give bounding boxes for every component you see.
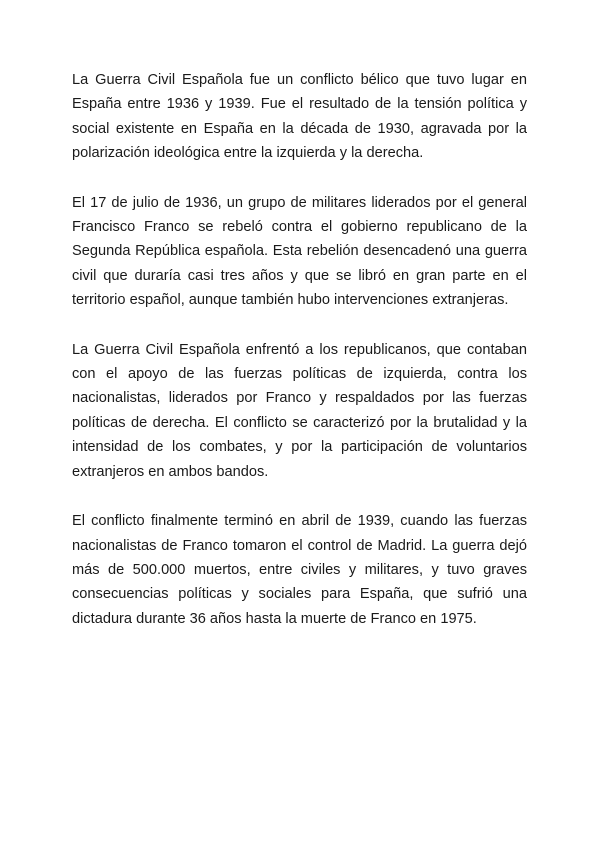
paragraph-1: La Guerra Civil Española fue un conflicto bélico que tuvo lugar en España entre 1936 y 1939. Fue el resultado de la tensión política y social existente en España en la década de 1930, agravada por la polarización ideológica entre la izquierda y la derecha. xyxy=(72,72,527,162)
paragraph-3: La Guerra Civil Española enfrentó a los republicanos, que contaban con el apoyo de las fuerzas políticas de izquierda, contra los nacionalistas, liderados por Franco y respaldados por las fuerzas políticas de derecha. El conflicto se caracterizó por la brutalidad y la intensidad de los combates, y por la participación de voluntarios extranjeros en ambos bandos. xyxy=(72,341,527,480)
paragraph-2: El 17 de julio de 1936, un grupo de militares liderados por el general Francisco Franco se rebeló contra el gobierno republicano de la Segunda República española. Esta rebelión desencadenó una guerra civil que duraría casi tres años y que se libró en gran parte en el territorio español, aunque también hubo intervenciones extranjeras. xyxy=(72,194,527,309)
document-body xyxy=(72,68,527,656)
paragraph-4: El conflicto finalmente terminó en abril de 1939, cuando las fuerzas nacionalistas de Franco tomaron el control de Madrid. La guerra dejó más de 500.000 muertos, entre civiles y militares, y tuvo graves consecuencias políticas y sociales para España, que sufrió una dictadura durante 36 años hasta la muerte de Franco en 1975. xyxy=(72,513,527,627)
